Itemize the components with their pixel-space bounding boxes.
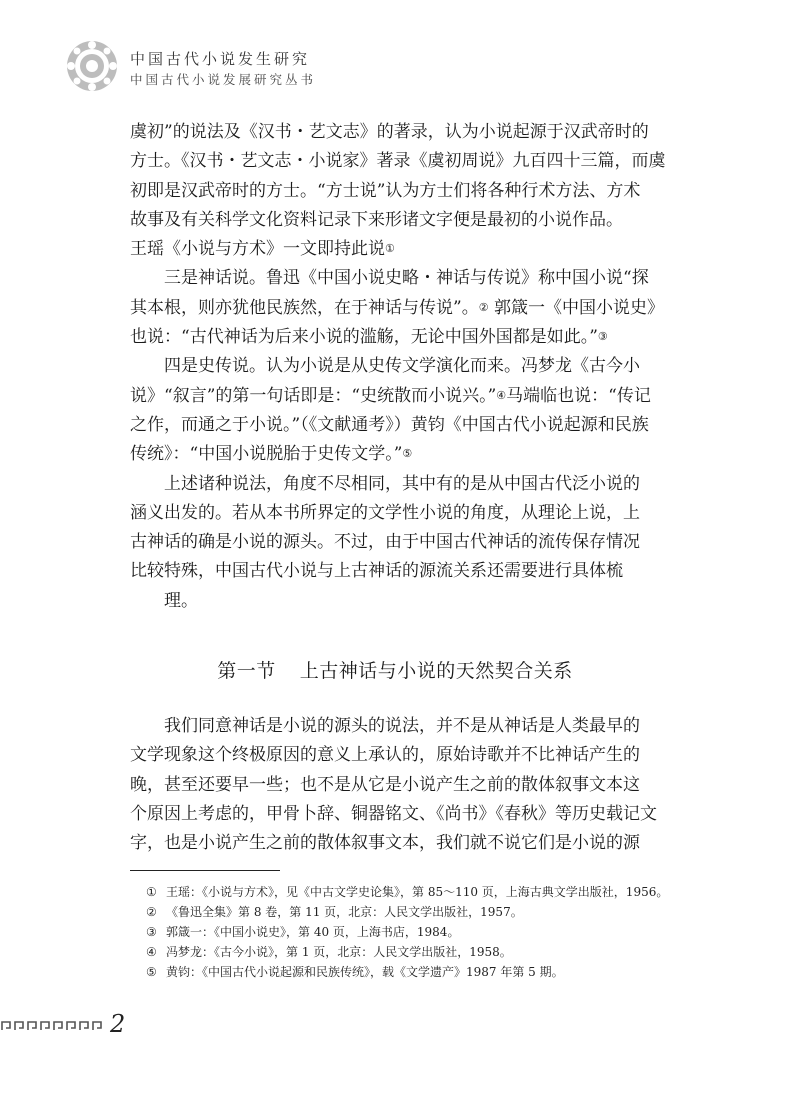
paragraph-line: 上述诸种说法，角度不尽相同，其中有的是从中国古代泛小说的 (164, 473, 640, 494)
paragraph-line (130, 294, 670, 323)
floral-medallion-icon (66, 40, 118, 92)
paragraph-line: 个原因上考虑的，甲骨卜辞、铜器铭文、《尚书》《春秋》等历史载记文 (130, 803, 657, 824)
line-text: 传统》：“中国小说脱胎于史传文学。” (130, 444, 403, 465)
series-title: 中国古代小说发生研究 (130, 50, 311, 68)
section-heading (0, 656, 790, 683)
paragraph-line: 三是神话说。鲁迅《中国小说史略・神话与传说》称中国小说“探 (164, 268, 649, 289)
paragraph-line: 四是史传说。认为小说是从史传文学演化而来。冯梦龙《古今小 (164, 356, 640, 377)
paragraph-line (130, 382, 670, 411)
running-header (66, 38, 466, 94)
line-text: 说》“叙言”的第一句话即是：“史统散而小说兴。” (130, 385, 497, 406)
footnote-text: 黄钧：《中国古代小说起源和民族传统》，载《文学遗产》1987 年第 5 期。 (166, 965, 564, 979)
footnote-mark: ② (146, 905, 157, 919)
ornament-pattern-icon (0, 1018, 104, 1032)
section-body-text (130, 712, 670, 858)
paragraph-line: 比较特殊，中国古代小说与上古神话的源流关系还需要进行具体梳 (130, 561, 623, 582)
paragraph-line: 晚，甚至还要早一些；也不是从它是小说产生之前的散体叙事文本这 (130, 774, 640, 795)
footnote-text: 《鲁迅全集》第 8 卷，第 11 页，北京：人民文学出版社，1957。 (166, 905, 523, 919)
paragraph-line: 古神话的确是小说的源头。不过，由于中国古代神话的流传保存情况 (130, 532, 640, 553)
footnote (146, 922, 668, 942)
paragraph-line: 涵义出发的。若从本书所界定的文学性小说的角度，从理论上说，上 (130, 502, 640, 523)
footnote-text: 冯梦龙：《古今小说》，第 1 页，北京：人民文学出版社，1958。 (166, 945, 512, 959)
line-text: 马端临也说：“传记 (506, 385, 651, 406)
paragraph-line: 故事及有关科学文化资料记录下来形诸文字便是最初的小说作品。 (130, 209, 623, 230)
paragraph-line: 虞初”的说法及《汉书・艺文志》的著录，认为小说起源于汉武帝时的 (130, 122, 649, 142)
footnote-text: 郭箴一：《中国小说史》，第 40 页，上海书店，1984。 (166, 925, 460, 939)
footnote (146, 882, 668, 902)
paragraph-line: 方士。《汉书・艺文志・小说家》著录《虞初周说》九百四十三篇，而虞 (130, 151, 666, 172)
line-text: 其本根，则亦犹他民族然，在于神话与传说”。 (130, 297, 479, 318)
section-number: 第一节 (217, 660, 276, 682)
footnote-mark: ④ (146, 945, 157, 959)
footnote (146, 902, 668, 922)
line-text: 王瑶《小说与方术》一文即持此说 (130, 239, 385, 260)
page-number: 2 (110, 1010, 126, 1038)
footnote-mark: ① (146, 885, 157, 899)
paragraph-line: 字，也是小说产生之前的散体叙事文本，我们就不说它们是小说的源 (130, 833, 640, 854)
paragraph-line (130, 235, 670, 264)
paragraph-line: 我们同意神话是小说的源头的说法，并不是从神话是人类最早的 (164, 716, 640, 736)
footnote-text: 王瑶：《小说与方术》，见《中古文学史论集》，第 85～110 页，上海古典文学出版社，1956。 (166, 885, 669, 899)
paragraph-line (130, 440, 670, 469)
footnote-ref-4[interactable]: ④ (496, 388, 507, 402)
footnote-ref-1[interactable]: ① (385, 242, 395, 256)
paragraph-line: 文学现象这个终极原因的意义上承认的，原始诗歌并不比神话产生的 (130, 745, 640, 766)
footnote-mark: ⑤ (146, 965, 157, 979)
paragraph-line: 之作，而通之于小说。”（《文献通考》）黄钧《中国古代小说起源和民族 (130, 414, 649, 435)
footnote-ref-5[interactable]: ⑤ (402, 447, 413, 461)
footnote-ref-2[interactable]: ② (478, 300, 489, 314)
section-title: 上古神话与小说的天然契合关系 (299, 660, 573, 682)
footnote-mark: ③ (146, 925, 157, 939)
paragraph-line (130, 323, 670, 352)
body-text (130, 118, 670, 616)
footnote (146, 942, 668, 962)
page-footer (0, 1010, 200, 1040)
paragraph-line: 理。 (164, 590, 198, 611)
footnote-divider (130, 870, 280, 871)
line-text: 也说：“古代神话为后来小说的滥觞，无论中国外国都是如此。” (130, 327, 598, 348)
footnotes (146, 882, 668, 982)
series-subtitle: 中国古代小说发展研究丛书 (130, 72, 317, 87)
footnote (146, 962, 668, 982)
line-text: 郭箴一《中国小说史》 (488, 297, 664, 318)
footnote-ref-3[interactable]: ③ (597, 330, 608, 344)
paragraph-line: 初即是汉武帝时的方士。“方士说”认为方士们将各种行术方法、方术 (130, 180, 641, 201)
